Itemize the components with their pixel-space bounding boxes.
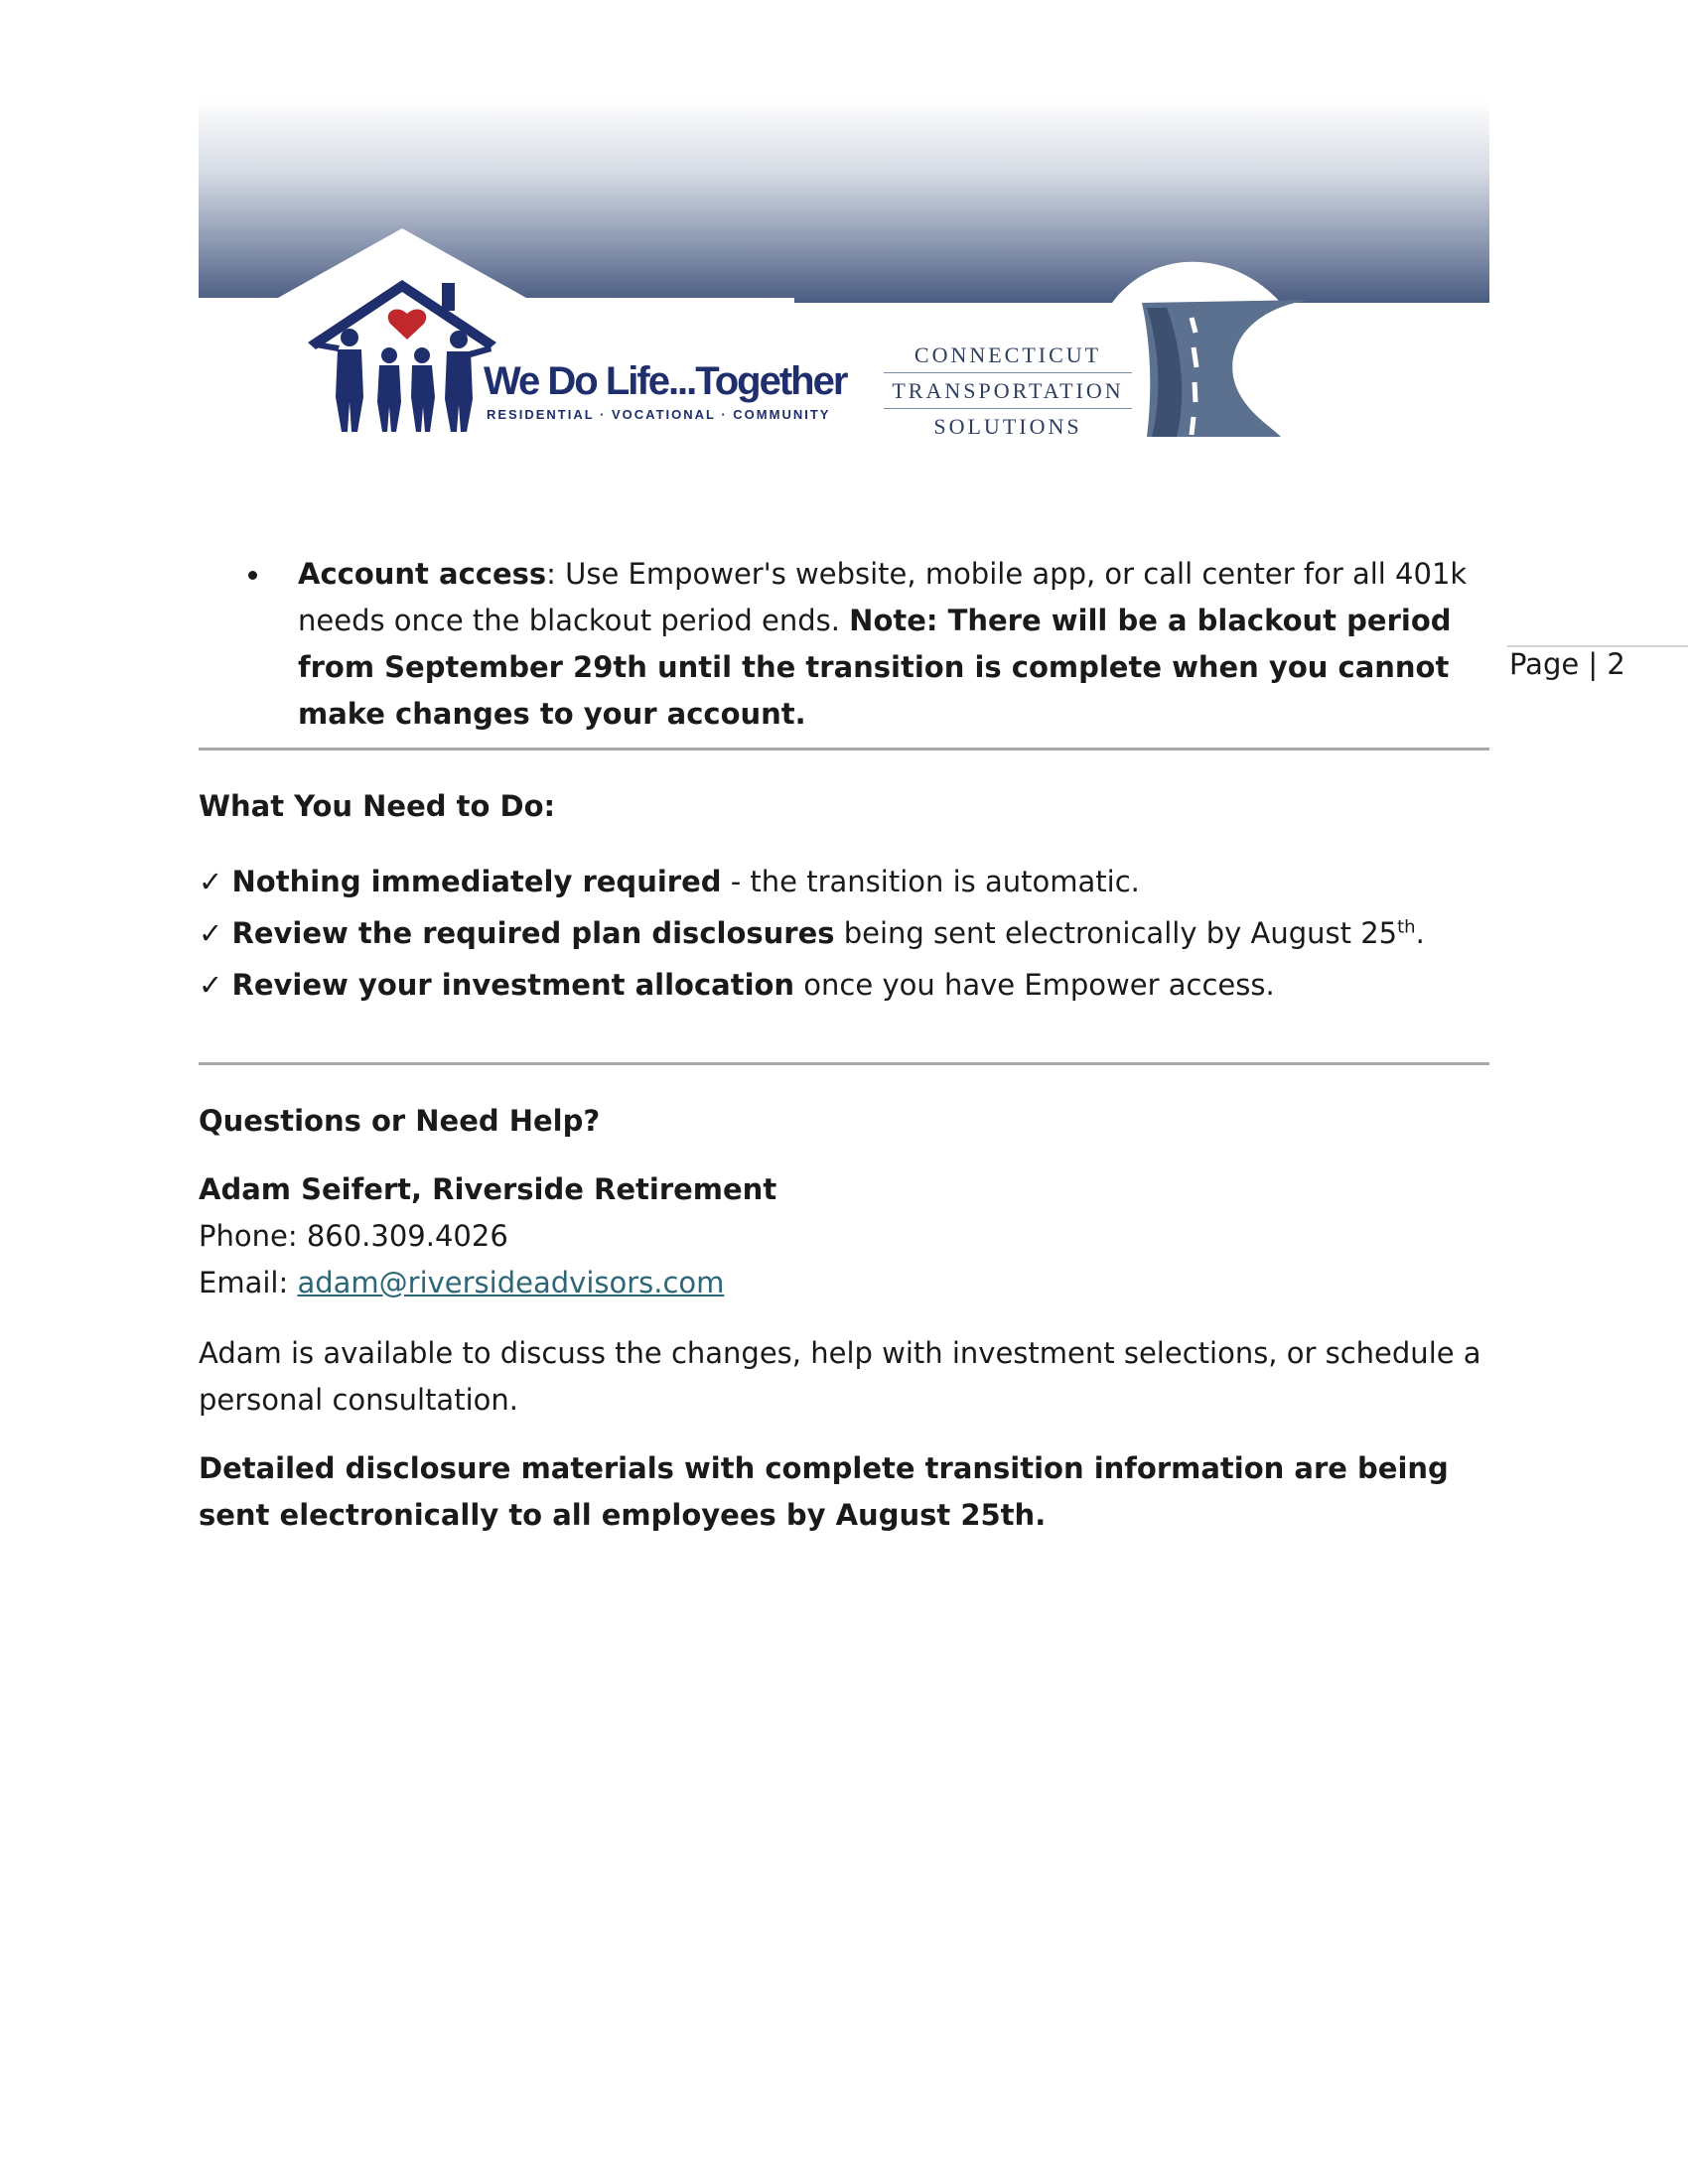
contact-block xyxy=(199,1166,776,1306)
bullet-dot-icon xyxy=(248,571,257,580)
header-logos xyxy=(199,228,1489,457)
phone-number: 860.309.4026 xyxy=(306,1219,508,1253)
bullet-note: Note: There will be a blackout period from September 29th until the transition is complete when you cannot make changes to your account. xyxy=(298,604,1452,731)
email-link[interactable]: adam@riversideadvisors.com xyxy=(297,1266,725,1299)
todo-checklist xyxy=(199,856,1425,1011)
logo-right-text xyxy=(874,338,1142,444)
logo-left-subtitle: RESIDENTIAL · VOCATIONAL · COMMUNITY xyxy=(487,407,831,422)
account-access-section xyxy=(199,551,1489,738)
checklist-item-text: being sent electronically by August 25 xyxy=(834,916,1398,950)
check-mark-icon: ✓ xyxy=(199,865,223,898)
closing-paragraph: Detailed disclosure materials with complete transition information are being sent electronically to all employees by August 25th. xyxy=(199,1451,1449,1532)
check-mark-icon: ✓ xyxy=(199,968,223,1002)
section-divider xyxy=(199,748,1489,751)
bullet-body: : Use Empower's website, mobile app, or call center for all 401k needs once the blackout period ends. xyxy=(298,557,1468,637)
checklist-item xyxy=(199,907,1425,959)
checklist-item-tail: . xyxy=(1415,916,1425,950)
logo-right-line1: CONNECTICUT xyxy=(914,342,1102,367)
checklist-item-bold: Review the required plan disclosures xyxy=(231,916,835,950)
todo-title: What You Need to Do: xyxy=(199,789,556,823)
bullet-item xyxy=(199,551,1489,738)
section-divider xyxy=(199,1062,1489,1065)
page-number: Page | 2 xyxy=(1509,647,1625,681)
checklist-item-text: - the transition is automatic. xyxy=(721,865,1140,898)
help-title: Questions or Need Help? xyxy=(199,1104,601,1138)
contact-name: Adam Seifert, Riverside Retirement xyxy=(199,1172,777,1206)
bullet-text xyxy=(298,551,1470,738)
contact-phone: Phone: 860.309.4026 xyxy=(199,1219,508,1253)
checklist-item-sup: th xyxy=(1397,916,1416,938)
bullet-label: Account access xyxy=(298,557,547,591)
checklist-item-text: once you have Empower access. xyxy=(794,968,1275,1002)
check-mark-icon: ✓ xyxy=(199,916,223,950)
checklist-item xyxy=(199,856,1425,907)
logo-artwork xyxy=(199,228,1489,457)
checklist-item xyxy=(199,959,1425,1011)
checklist-item-bold: Review your investment allocation xyxy=(231,968,795,1002)
logo-left-title: We Do Life...Together xyxy=(484,359,847,403)
logo-right-line2: TRANSPORTATION xyxy=(892,378,1124,403)
contact-email: Email: adam@riversideadvisors.com xyxy=(199,1266,725,1299)
availability-paragraph: Adam is available to discuss the changes, help with investment selections, or schedule a personal consultation. xyxy=(199,1336,1481,1417)
checklist-item-bold: Nothing immediately required xyxy=(231,865,722,898)
logo-right-line3: SOLUTIONS xyxy=(933,414,1082,439)
